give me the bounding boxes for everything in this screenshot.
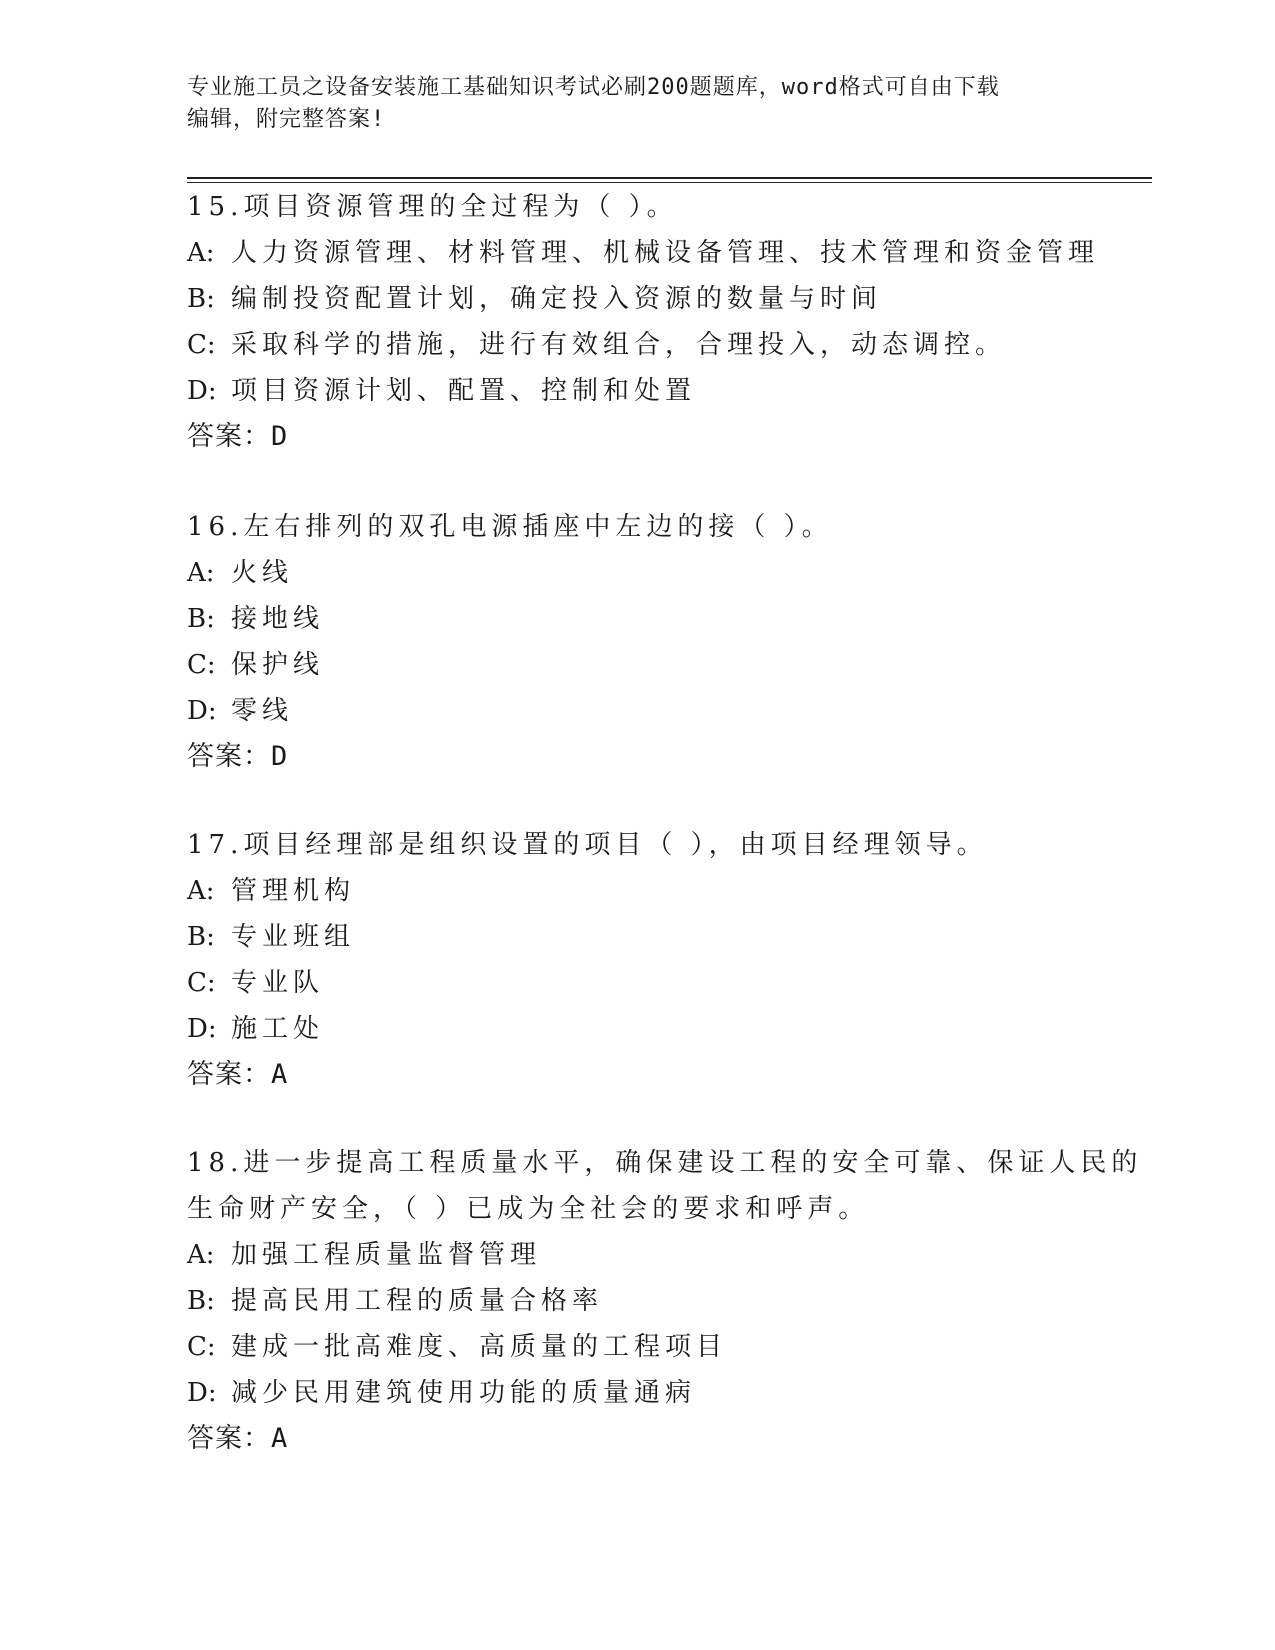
- option-b: [187, 596, 1127, 642]
- option-text: 接地线: [231, 604, 325, 634]
- option-letter: C:: [187, 1332, 216, 1362]
- option-letter: D:: [187, 376, 217, 406]
- question-stem: 15.项目资源管理的全过程为（ ）。: [187, 192, 678, 222]
- option-text: 零线: [231, 696, 294, 726]
- option-a: [187, 550, 1127, 596]
- option-c: [187, 1324, 1127, 1370]
- option-letter: D:: [187, 1378, 217, 1408]
- question-16: [187, 504, 1127, 780]
- option-letter: B:: [187, 604, 215, 634]
- header-divider-thick: [187, 177, 1152, 179]
- answer: [187, 1416, 1127, 1462]
- option-d: [187, 368, 1127, 414]
- option-letter: C:: [187, 968, 216, 998]
- option-text: 项目资源计划、配置、控制和处置: [231, 376, 697, 406]
- answer-label: 答案：: [187, 741, 271, 772]
- option-text: 采取科学的措施，进行有效组合，合理投入，动态调控。: [231, 330, 1007, 360]
- option-c: [187, 960, 1127, 1006]
- question-stem-line-1: 18.进一步提高工程质量水平，确保建设工程的安全可靠、保证人民的: [187, 1148, 1143, 1178]
- option-letter: A:: [187, 558, 215, 588]
- answer: [187, 1052, 1127, 1098]
- question-15: [187, 184, 1127, 460]
- option-text: 保护线: [231, 650, 325, 680]
- option-b: [187, 914, 1127, 960]
- option-text: 施工处: [231, 1014, 325, 1044]
- option-b: [187, 276, 1127, 322]
- option-text: 减少民用建筑使用功能的质量通病: [231, 1378, 697, 1408]
- header-line-1: 专业施工员之设备安装施工基础知识考试必刷200题题库，word格式可自由下载: [187, 75, 1000, 100]
- question-stem: 17.项目经理部是组织设置的项目（ ），由项目经理领导。: [187, 830, 988, 860]
- option-text: 人力资源管理、材料管理、机械设备管理、技术管理和资金管理: [231, 238, 1100, 268]
- option-letter: B:: [187, 1286, 215, 1316]
- option-letter: A:: [187, 876, 215, 906]
- option-letter: B:: [187, 284, 215, 314]
- header-line-2: 编辑，附完整答案!: [187, 107, 386, 132]
- option-a: [187, 230, 1127, 276]
- option-text: 专业队: [231, 968, 325, 998]
- option-letter: D:: [187, 1014, 217, 1044]
- option-d: [187, 1370, 1127, 1416]
- option-text: 加强工程质量监督管理: [231, 1240, 542, 1270]
- option-letter: C:: [187, 650, 216, 680]
- answer-value: D: [271, 741, 289, 772]
- answer-value: A: [271, 1423, 289, 1454]
- option-text: 火线: [231, 558, 294, 588]
- option-c: [187, 642, 1127, 688]
- option-text: 建成一批高难度、高质量的工程项目: [231, 1332, 728, 1362]
- answer: [187, 414, 1127, 460]
- option-letter: A:: [187, 238, 215, 268]
- option-a: [187, 868, 1127, 914]
- option-letter: B:: [187, 922, 215, 952]
- question-17: [187, 822, 1127, 1098]
- question-stem: 16.左右排列的双孔电源插座中左边的接（ ）。: [187, 512, 833, 542]
- option-text: 专业班组: [231, 922, 356, 952]
- document-header: [187, 72, 1087, 136]
- answer-label: 答案：: [187, 421, 271, 452]
- answer-label: 答案：: [187, 1059, 271, 1090]
- option-c: [187, 322, 1127, 368]
- option-d: [187, 1006, 1127, 1052]
- option-d: [187, 688, 1127, 734]
- option-b: [187, 1278, 1127, 1324]
- option-text: 提高民用工程的质量合格率: [231, 1286, 604, 1316]
- option-letter: C:: [187, 330, 216, 360]
- answer-value: D: [271, 421, 289, 452]
- option-letter: D:: [187, 696, 217, 726]
- question-stem-line-2: 生命财产安全，（ ）已成为全社会的要求和呼声。: [187, 1194, 870, 1224]
- header-divider-thin: [187, 182, 1152, 183]
- option-text: 管理机构: [231, 876, 356, 906]
- answer: [187, 734, 1127, 780]
- answer-label: 答案：: [187, 1423, 271, 1454]
- answer-value: A: [271, 1059, 289, 1090]
- option-letter: A:: [187, 1240, 215, 1270]
- question-18: [187, 1140, 1143, 1462]
- option-text: 编制投资配置计划，确定投入资源的数量与时间: [231, 284, 883, 314]
- option-a: [187, 1232, 1127, 1278]
